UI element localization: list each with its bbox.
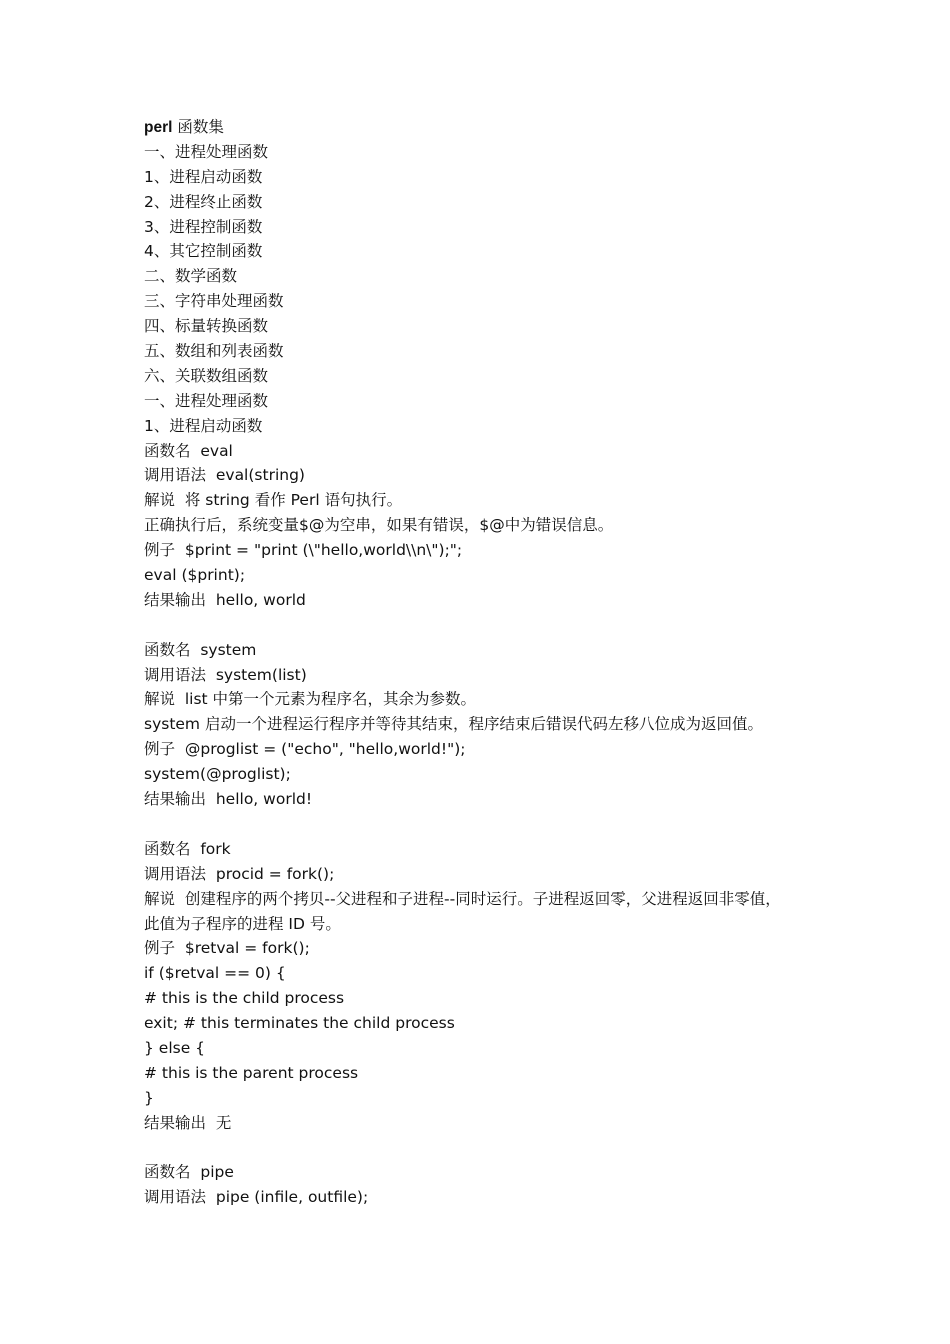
document-page (144, 115, 824, 1210)
text-line: # this is the parent process (144, 1063, 359, 1082)
text-line: 一、进程处理函数 (144, 391, 269, 410)
blank-line (144, 1136, 824, 1161)
text-line: } (144, 1088, 154, 1107)
text-line: 结果输出 hello, world (144, 590, 306, 609)
text-line: 例子 $print = "print (\"hello,world\\n\");"; (144, 541, 463, 560)
text-line: 调用语法 system(list) (144, 665, 307, 684)
text-line: eval ($print); (144, 566, 246, 585)
text-line: } else { (144, 1038, 206, 1057)
text-line: 解说 将 string 看作 Perl 语句执行。 (144, 491, 403, 510)
text-line: 正确执行后，系统变量$@为空串，如果有错误，$@中为错误信息。 (144, 516, 614, 535)
text-line: 二、数学函数 (144, 267, 238, 286)
document-title (144, 115, 824, 140)
document-title-rest: 函数集 (172, 118, 224, 136)
text-line: system 启动一个进程运行程序并等待其结束，程序结束后错误代码左移八位成为返回值。 (144, 715, 763, 734)
text-line: 调用语法 eval(string) (144, 466, 305, 485)
blank-line (144, 812, 824, 837)
text-line: 四、标量转换函数 (144, 317, 269, 336)
text-line: 2、进程终止函数 (144, 192, 263, 211)
text-line: 一、进程处理函数 (144, 142, 269, 161)
text-line: 函数名 eval (144, 441, 233, 460)
text-line: 五、数组和列表函数 (144, 342, 284, 361)
text-line: 函数名 system (144, 640, 257, 659)
text-line: # this is the child process (144, 989, 345, 1008)
text-line: if ($retval == 0) { (144, 964, 286, 983)
text-line: 调用语法 pipe (infile, outfile); (144, 1188, 369, 1207)
text-line: 结果输出 hello, world! (144, 790, 313, 809)
text-line: 1、进程启动函数 (144, 167, 263, 186)
text-line: 函数名 fork (144, 839, 231, 858)
document-title-bold: perl (144, 119, 173, 136)
text-line: 解说 list 中第一个元素为程序名，其余为参数。 (144, 690, 477, 709)
text-line: 六、关联数组函数 (144, 366, 269, 385)
text-line: 3、进程控制函数 (144, 217, 263, 236)
text-line: 三、字符串处理函数 (144, 292, 284, 311)
text-line: 4、其它控制函数 (144, 242, 263, 261)
text-line: 例子 @proglist = ("echo", "hello,world!"); (144, 740, 466, 759)
blank-line (144, 613, 824, 638)
text-line: 函数名 pipe (144, 1163, 234, 1182)
text-line: exit; # this terminates the child process (144, 1014, 455, 1033)
text-line: 调用语法 procid = fork(); (144, 864, 335, 883)
text-line: 结果输出 无 (144, 1113, 232, 1132)
text-line: 解说 创建程序的两个拷贝--父进程和子进程--同时运行。子进程返回零，父进程返回非零值， (144, 889, 781, 908)
text-line: system(@proglist); (144, 765, 291, 784)
text-line: 此值为子程序的进程 ID 号。 (144, 914, 341, 933)
text-line: 例子 $retval = fork(); (144, 939, 310, 958)
text-line: 1、进程启动函数 (144, 416, 263, 435)
